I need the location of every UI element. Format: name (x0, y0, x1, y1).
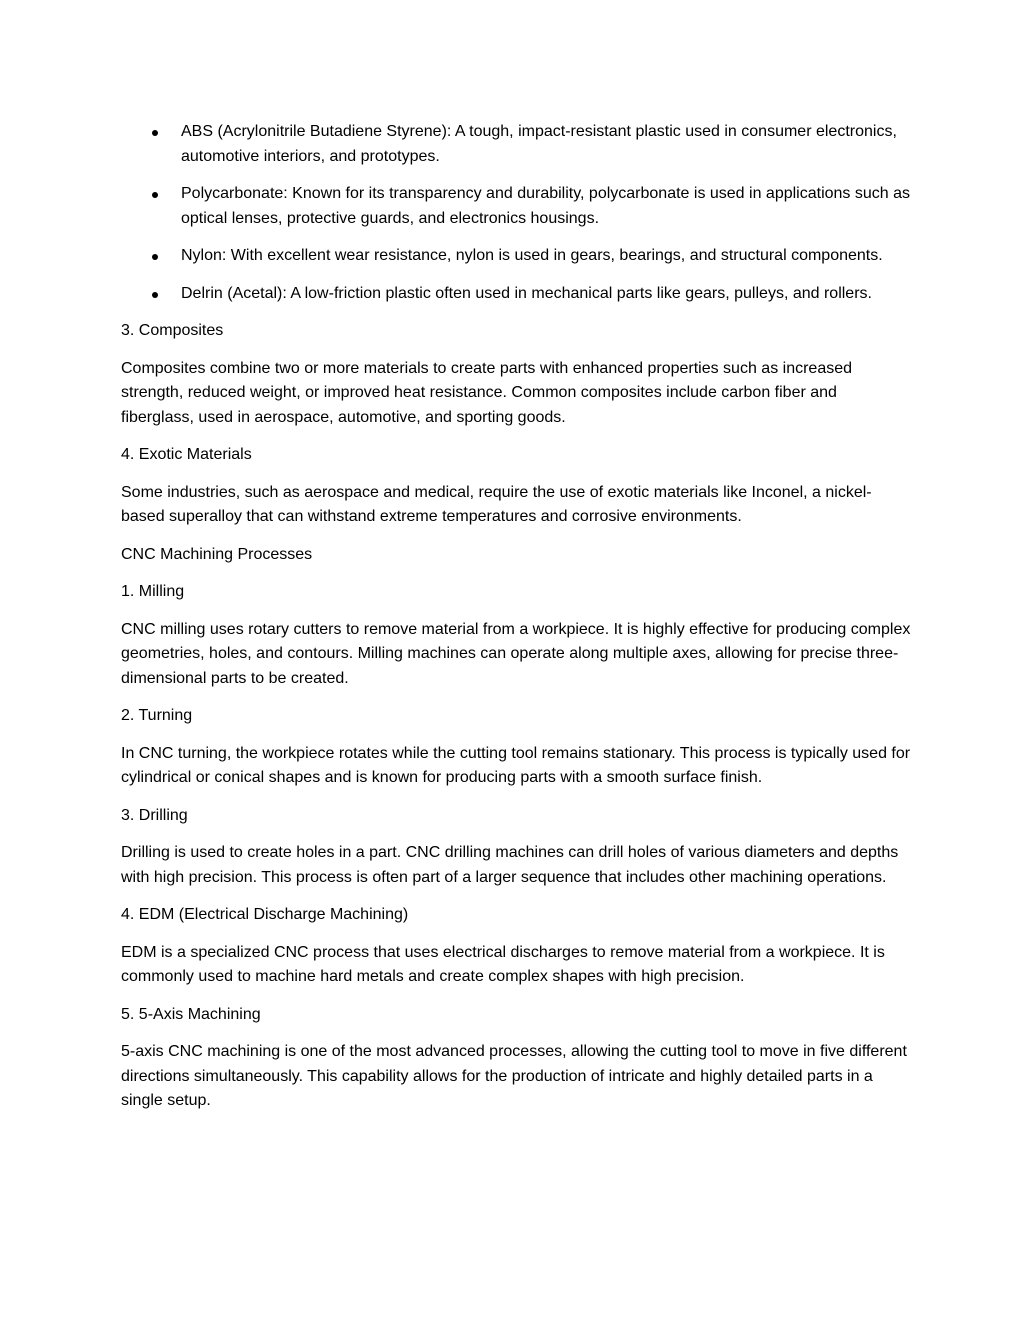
paragraph-turning: In CNC turning, the workpiece rotates while the cutting tool remains stationary. This process is typically used for cylindrical or conical shapes and is known for producing parts with a smooth surface finish. (121, 744, 911, 786)
section-heading-edm: 4. EDM (Electrical Discharge Machining) (121, 906, 409, 923)
list-item (121, 244, 911, 269)
section-heading-drilling: 3. Drilling (121, 806, 188, 824)
list-item (121, 282, 911, 307)
bullet-icon (152, 130, 158, 136)
section-heading-turning: 2. Turning (121, 707, 193, 724)
list-item-text: Delrin (Acetal): A low-friction plastic often used in mechanical parts like gears, pulleys, and rollers. (181, 284, 872, 302)
bullet-icon (152, 192, 158, 198)
paragraph-exotic-materials: Some industries, such as aerospace and medical, require the use of exotic materials like Inconel, a nickel-based superalloy that can withstand extreme temperatures and corrosive environments. (121, 483, 872, 525)
section-heading-cnc-processes: CNC Machining Processes (121, 545, 313, 563)
list-item-text: Nylon: With excellent wear resistance, nylon is used in gears, bearings, and structural components. (181, 247, 883, 264)
paragraph-composites: Composites combine two or more materials to create parts with enhanced properties such as increased strength, reduced weight, or improved heat resistance. Common composites include carbon fiber and fiberglass, used in aerospace, automotive, and sporting goods. (121, 359, 853, 426)
section-heading-exotic-materials: 4. Exotic Materials (121, 446, 252, 463)
section-heading-composites: 3. Composites (121, 322, 224, 339)
list-item (121, 120, 911, 169)
document-body (121, 120, 911, 1127)
bullet-icon (152, 254, 158, 260)
list-item-text: ABS (Acrylonitrile Butadiene Styrene): A tough, impact-resistant plastic used in consumer electronics, automotive interiors, and prototypes. (181, 123, 897, 165)
materials-bullet-list (121, 120, 911, 306)
list-item (121, 182, 911, 231)
paragraph-edm: EDM is a specialized CNC process that uses electrical discharges to remove material from a workpiece. It is commonly used to machine hard metals and create complex shapes with high precision. (121, 943, 885, 985)
section-heading-5-axis: 5. 5-Axis Machining (121, 1005, 261, 1023)
paragraph-5-axis: 5-axis CNC machining is one of the most advanced processes, allowing the cutting tool to move in five different directions simultaneously. This capability allows for the production of intricate and highly detailed parts in a single setup. (121, 1043, 907, 1109)
list-item-text: Polycarbonate: Known for its transparency and durability, polycarbonate is used in applications such as optical lenses, protective guards, and electronics housings. (181, 185, 911, 227)
bullet-icon (152, 292, 158, 298)
paragraph-drilling: Drilling is used to create holes in a part. CNC drilling machines can drill holes of various diameters and depths with high precision. This process is often part of a larger sequence that includes other machining operations. (121, 844, 899, 886)
section-heading-milling: 1. Milling (121, 583, 185, 600)
paragraph-milling: CNC milling uses rotary cutters to remove material from a workpiece. It is highly effective for producing complex geometries, holes, and contours. Milling machines can operate along multiple axes, allowing for precise three-dimensional parts to be created. (121, 620, 911, 687)
